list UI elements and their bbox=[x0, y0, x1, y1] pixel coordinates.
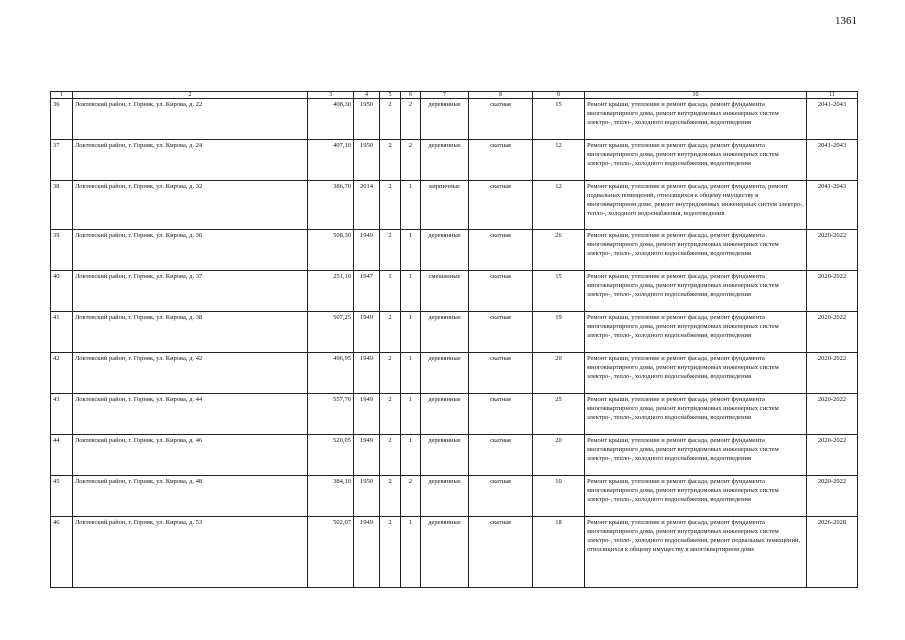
repair-works-cell: Ремонт крыши, утепление и ремонт фасада, ремонт фундамента, ремонт подвальных помещений, относящихся к общему имуществу в многоквартирном доме, ремонт внутридомовых инженерных систем электро-, тепло-, холодного водоснабжения, водоотведения bbox=[585, 181, 807, 230]
roof-type-cell: скатная bbox=[469, 312, 533, 353]
repair-works-cell: Ремонт крыши, утепление и ремонт фасада, ремонт фундамента многоквартирного дома, ремонт внутридомовых инженерных систем электро-, тепло-, холодного водоснабжения, водоотведения bbox=[585, 435, 807, 476]
year-cell: 1950 bbox=[354, 99, 380, 140]
floors-cell: 2 bbox=[380, 353, 401, 394]
year-cell: 1949 bbox=[354, 435, 380, 476]
wall-material-cell: деревянные bbox=[421, 394, 469, 435]
repair-period-cell: 2020-2022 bbox=[807, 435, 858, 476]
residents-cell: 19 bbox=[533, 312, 585, 353]
residents-cell: 10 bbox=[533, 476, 585, 517]
roof-type-cell: скатная bbox=[469, 517, 533, 588]
area-cell: 408,30 bbox=[308, 99, 354, 140]
repair-works-cell: Ремонт крыши, утепление и ремонт фасада, ремонт фундамента многоквартирного дома, ремонт внутридомовых инженерных систем электро-, тепло-, холодного водоснабжения, водоотведения bbox=[585, 476, 807, 517]
roof-type-cell: скатная bbox=[469, 181, 533, 230]
year-cell: 1950 bbox=[354, 140, 380, 181]
roof-type-cell: скатная bbox=[469, 353, 533, 394]
entrances-cell: 1 bbox=[401, 517, 421, 588]
roof-type-cell: скатная bbox=[469, 476, 533, 517]
residents-cell: 18 bbox=[533, 517, 585, 588]
area-cell: 384,10 bbox=[308, 476, 354, 517]
roof-type-cell: скатная bbox=[469, 271, 533, 312]
floors-cell: 2 bbox=[380, 140, 401, 181]
column-header: 5 bbox=[380, 92, 401, 99]
row-number: 39 bbox=[51, 230, 73, 271]
wall-material-cell: деревянные bbox=[421, 312, 469, 353]
wall-material-cell: деревянные bbox=[421, 435, 469, 476]
address-cell: Локтевский район, г. Горняк, ул. Кирова, д. 24 bbox=[73, 140, 308, 181]
table-row bbox=[51, 181, 858, 230]
column-header: 6 bbox=[401, 92, 421, 99]
table-row bbox=[51, 476, 858, 517]
floors-cell: 1 bbox=[380, 271, 401, 312]
repair-period-cell: 2020-2022 bbox=[807, 476, 858, 517]
roof-type-cell: скатная bbox=[469, 394, 533, 435]
area-cell: 557,70 bbox=[308, 394, 354, 435]
row-number: 41 bbox=[51, 312, 73, 353]
table-row bbox=[51, 517, 858, 588]
floors-cell: 2 bbox=[380, 394, 401, 435]
floors-cell: 2 bbox=[380, 312, 401, 353]
row-number: 42 bbox=[51, 353, 73, 394]
column-header: 9 bbox=[533, 92, 585, 99]
address-cell: Локтевский район, г. Горняк, ул. Кирова, д. 38 bbox=[73, 312, 308, 353]
area-cell: 520,05 bbox=[308, 435, 354, 476]
residents-cell: 25 bbox=[533, 394, 585, 435]
address-cell: Локтевский район, г. Горняк, ул. Кирова, д. 22 bbox=[73, 99, 308, 140]
residents-cell: 12 bbox=[533, 181, 585, 230]
year-cell: 1949 bbox=[354, 230, 380, 271]
column-header: 3 bbox=[308, 92, 354, 99]
address-cell: Локтевский район, г. Горняк, ул. Кирова, д. 44 bbox=[73, 394, 308, 435]
repair-works-cell: Ремонт крыши, утепление и ремонт фасада, ремонт фундамента многоквартирного дома, ремонт внутридомовых инженерных систем электро-, тепло-, холодного водоснабжения, водоотведения bbox=[585, 394, 807, 435]
table-row bbox=[51, 353, 858, 394]
entrances-cell: 1 bbox=[401, 353, 421, 394]
column-header: 2 bbox=[73, 92, 308, 99]
row-number: 37 bbox=[51, 140, 73, 181]
area-cell: 386,70 bbox=[308, 181, 354, 230]
repair-works-cell: Ремонт крыши, утепление и ремонт фасада, ремонт фундамента многоквартирного дома, ремонт внутридомовых инженерных систем электро-, тепло-, холодного водоснабжения, водоотведения bbox=[585, 140, 807, 181]
area-cell: 407,10 bbox=[308, 140, 354, 181]
column-header: 10 bbox=[585, 92, 807, 99]
repair-period-cell: 2020-2022 bbox=[807, 394, 858, 435]
repair-works-cell: Ремонт крыши, утепление и ремонт фасада, ремонт фундамента многоквартирного дома, ремонт внутридомовых инженерных систем электро-, тепло-, холодного водоснабжения, водоотведения bbox=[585, 99, 807, 140]
address-cell: Локтевский район, г. Горняк, ул. Кирова, д. 32 bbox=[73, 181, 308, 230]
area-cell: 502,07 bbox=[308, 517, 354, 588]
floors-cell: 2 bbox=[380, 230, 401, 271]
repair-period-cell: 2026-2028 bbox=[807, 517, 858, 588]
entrances-cell: 2 bbox=[401, 99, 421, 140]
residents-cell: 26 bbox=[533, 230, 585, 271]
table-row bbox=[51, 435, 858, 476]
repair-period-cell: 2041-2043 bbox=[807, 140, 858, 181]
repair-period-cell: 2041-2043 bbox=[807, 181, 858, 230]
wall-material-cell: кирпичные bbox=[421, 181, 469, 230]
area-cell: 496,95 bbox=[308, 353, 354, 394]
year-cell: 1949 bbox=[354, 394, 380, 435]
repair-works-cell: Ремонт крыши, утепление и ремонт фасада, ремонт фундамента многоквартирного дома, ремонт внутридомовых инженерных систем электро-, тепло-, холодного водоснабжения, водоотведения bbox=[585, 353, 807, 394]
residents-cell: 15 bbox=[533, 99, 585, 140]
address-cell: Локтевский район, г. Горняк, ул. Кирова, д. 36 bbox=[73, 230, 308, 271]
area-cell: 251,10 bbox=[308, 271, 354, 312]
year-cell: 1949 bbox=[354, 312, 380, 353]
repair-period-cell: 2041-2043 bbox=[807, 99, 858, 140]
repair-works-cell: Ремонт крыши, утепление и ремонт фасада, ремонт фундамента многоквартирного дома, ремонт внутридомовых инженерных систем электро-, тепло-, холодного водоснабжения, водоотведения bbox=[585, 312, 807, 353]
address-cell: Локтевский район, г. Горняк, ул. Кирова, д. 48 bbox=[73, 476, 308, 517]
entrances-cell: 2 bbox=[401, 476, 421, 517]
column-header: 11 bbox=[807, 92, 858, 99]
row-number: 45 bbox=[51, 476, 73, 517]
repair-period-cell: 2020-2022 bbox=[807, 353, 858, 394]
repair-period-cell: 2020-2022 bbox=[807, 230, 858, 271]
address-cell: Локтевский район, г. Горняк, ул. Кирова, д. 46 bbox=[73, 435, 308, 476]
address-cell: Локтевский район, г. Горняк, ул. Кирова, д. 37 bbox=[73, 271, 308, 312]
entrances-cell: 1 bbox=[401, 230, 421, 271]
area-cell: 508,30 bbox=[308, 230, 354, 271]
capital-repair-table bbox=[50, 91, 858, 588]
wall-material-cell: деревянные bbox=[421, 517, 469, 588]
entrances-cell: 2 bbox=[401, 140, 421, 181]
table-row bbox=[51, 394, 858, 435]
column-header: 4 bbox=[354, 92, 380, 99]
roof-type-cell: скатная bbox=[469, 140, 533, 181]
roof-type-cell: скатная bbox=[469, 99, 533, 140]
address-cell: Локтевский район, г. Горняк, ул. Кирова, д. 53 bbox=[73, 517, 308, 588]
repair-period-cell: 2020-2022 bbox=[807, 312, 858, 353]
row-number: 40 bbox=[51, 271, 73, 312]
wall-material-cell: деревянные bbox=[421, 476, 469, 517]
column-header: 8 bbox=[469, 92, 533, 99]
repair-works-cell: Ремонт крыши, утепление и ремонт фасада, ремонт фундамента многоквартирного дома, ремонт внутридомовых инженерных систем электро-, тепло-, холодного водоснабжения, водоотведения bbox=[585, 230, 807, 271]
row-number: 36 bbox=[51, 99, 73, 140]
year-cell: 1949 bbox=[354, 353, 380, 394]
column-header: 1 bbox=[51, 92, 73, 99]
entrances-cell: 1 bbox=[401, 312, 421, 353]
year-cell: 1950 bbox=[354, 476, 380, 517]
floors-cell: 2 bbox=[380, 517, 401, 588]
year-cell: 1947 bbox=[354, 271, 380, 312]
row-number: 43 bbox=[51, 394, 73, 435]
year-cell: 1949 bbox=[354, 517, 380, 588]
floors-cell: 2 bbox=[380, 181, 401, 230]
entrances-cell: 1 bbox=[401, 435, 421, 476]
roof-type-cell: скатная bbox=[469, 230, 533, 271]
year-cell: 2014 bbox=[354, 181, 380, 230]
table-row bbox=[51, 140, 858, 181]
column-number-row bbox=[51, 92, 858, 99]
wall-material-cell: деревянные bbox=[421, 140, 469, 181]
wall-material-cell: смешанные bbox=[421, 271, 469, 312]
address-cell: Локтевский район, г. Горняк, ул. Кирова, д. 42 bbox=[73, 353, 308, 394]
row-number: 38 bbox=[51, 181, 73, 230]
area-cell: 507,25 bbox=[308, 312, 354, 353]
entrances-cell: 1 bbox=[401, 181, 421, 230]
entrances-cell: 1 bbox=[401, 394, 421, 435]
table-row bbox=[51, 312, 858, 353]
floors-cell: 2 bbox=[380, 99, 401, 140]
table-row bbox=[51, 99, 858, 140]
wall-material-cell: деревянные bbox=[421, 99, 469, 140]
table-row bbox=[51, 271, 858, 312]
row-number: 44 bbox=[51, 435, 73, 476]
repair-works-cell: Ремонт крыши, утепление и ремонт фасада, ремонт фундамента многоквартирного дома, ремонт внутридомовых инженерных систем электро-, тепло-, холодного водоснабжения, ремонт подвальных помещений, относящихся к общему имуществу в многоквартирном доме bbox=[585, 517, 807, 588]
residents-cell: 20 bbox=[533, 435, 585, 476]
repair-works-cell: Ремонт крыши, утепление и ремонт фасада, ремонт фундамента многоквартирного дома, ремонт внутридомовых инженерных систем электро-, тепло-, холодного водоснабжения, водоотведения bbox=[585, 271, 807, 312]
entrances-cell: 1 bbox=[401, 271, 421, 312]
row-number: 46 bbox=[51, 517, 73, 588]
residents-cell: 15 bbox=[533, 271, 585, 312]
table-row bbox=[51, 230, 858, 271]
column-header: 7 bbox=[421, 92, 469, 99]
floors-cell: 2 bbox=[380, 435, 401, 476]
residents-cell: 20 bbox=[533, 353, 585, 394]
roof-type-cell: скатная bbox=[469, 435, 533, 476]
page-number: 1361 bbox=[835, 15, 857, 27]
residents-cell: 12 bbox=[533, 140, 585, 181]
wall-material-cell: деревянные bbox=[421, 230, 469, 271]
wall-material-cell: деревянные bbox=[421, 353, 469, 394]
repair-period-cell: 2020-2022 bbox=[807, 271, 858, 312]
floors-cell: 2 bbox=[380, 476, 401, 517]
